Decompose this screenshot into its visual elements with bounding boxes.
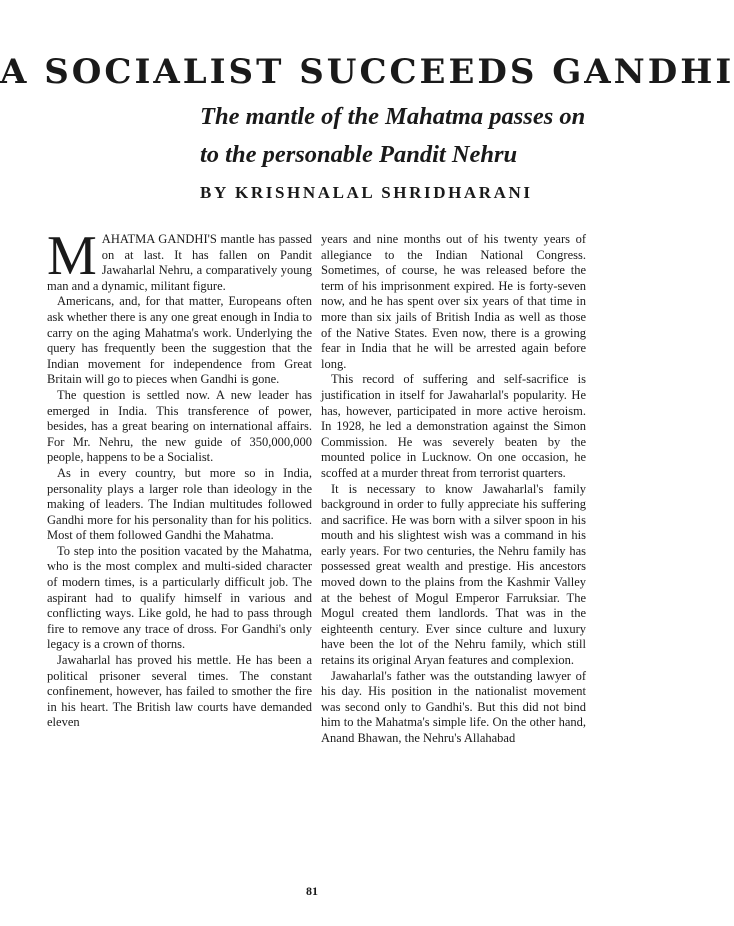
paragraph-6-continued: years and nine months out of his twenty years of allegiance to the Indian National Congress. Sometimes, of course, he was released before the term of his imprisonment expired. He is forty-seven now, and he has spent over six years of that time in more than six jails of British India as well as those of the Native States. Even now, there is a growing fear in India that he will be arrested again before long. <box>321 232 586 371</box>
article-subhead: The mantle of the Mahatma passes on to the personable Pandit Nehru <box>200 103 586 168</box>
paragraph-3: The question is settled now. A new leader has emerged in India. This transference of power, besides, has a great bearing on international affairs. For Mr. Nehru, the new guide of 350,000,000 people, happens to be a Socialist. <box>47 387 312 465</box>
article-byline: BY KRISHNALAL SHRIDHARANI <box>200 183 533 202</box>
paragraph-2: Americans, and, for that matter, Europeans often ask whether there is any one great enough in India to carry on the aging Mahatma's work. Underlying the query has frequently been the suggestion that the Indian movement for independence from Great Britain will go to pieces when Gandhi is gone. <box>47 294 312 387</box>
paragraph-8: It is necessary to know Jawaharlal's family background in order to fully appreciate his suffering and sacrifice. He was born with a silver spoon in his mouth and his slightest wish was a command in his early years. For two centuries, the Nehru family has possessed great wealth and prestige. His ancestors moved down to the plains from the Kashmir Valley at the behest of Mogul Emperor Farruksiar. The Mogul created them landlords. That was in the eighteenth century. Ever since culture and luxury have been the lot of the Nehru family, which still retains its original Aryan features and complexion. <box>321 481 586 668</box>
paragraph-1-text: AHATMA GANDHI'S mantle has passed on at last. It has fallen on Pandit Jawaharlal Nehru, a comparatively young man and a dynamic, militant figure. <box>47 232 312 293</box>
drop-cap: M <box>47 225 97 287</box>
right-column <box>321 232 586 907</box>
page-number: 81 <box>306 884 318 898</box>
paragraph-6: Jawaharlal has proved his mettle. He has been a political prisoner several times. The constant confinement, however, has failed to smother the fire in his heart. The British law courts have demanded eleven <box>47 653 312 730</box>
left-column <box>47 225 312 907</box>
paragraph-7: This record of suffering and self-sacrifice is justification in itself for Jawaharlal's popularity. He has, however, participated in more active heroism. In 1928, he led a demonstration against the Simon Commission. He was severely beaten by the mounted police in Lucknow. On one occasion, he scoffed at a murder threat from terrorist quarters. <box>321 372 586 480</box>
paragraph-9: Jawaharlal's father was the outstanding lawyer of his day. His position in the nationalist movement was second only to Gandhi's. But this did not bind him to the Mahatma's simple life. On the other hand, Anand Bhawan, the Nehru's Allahabad <box>321 668 586 745</box>
paragraph-5: To step into the position vacated by the Mahatma, who is the most complex and multi-sided character of modern times, is a particularly difficult job. The aspirant had to qualify himself in various and conflicting ways. Like gold, he had to pass through fire to remove any trace of dross. For Gandhi's only legacy is a crown of thorns. <box>47 543 312 652</box>
paragraph-4: As in every country, but more so in India, personality plays a larger role than ideology in the making of leaders. The Indian multitudes followed Gandhi more for his personality than for his politics. Most of them followed Gandhi the Mahatma. <box>47 465 312 543</box>
paragraph-1 <box>47 225 312 294</box>
article-headline: A SOCIALIST SUCCEEDS GANDHI <box>0 52 734 92</box>
